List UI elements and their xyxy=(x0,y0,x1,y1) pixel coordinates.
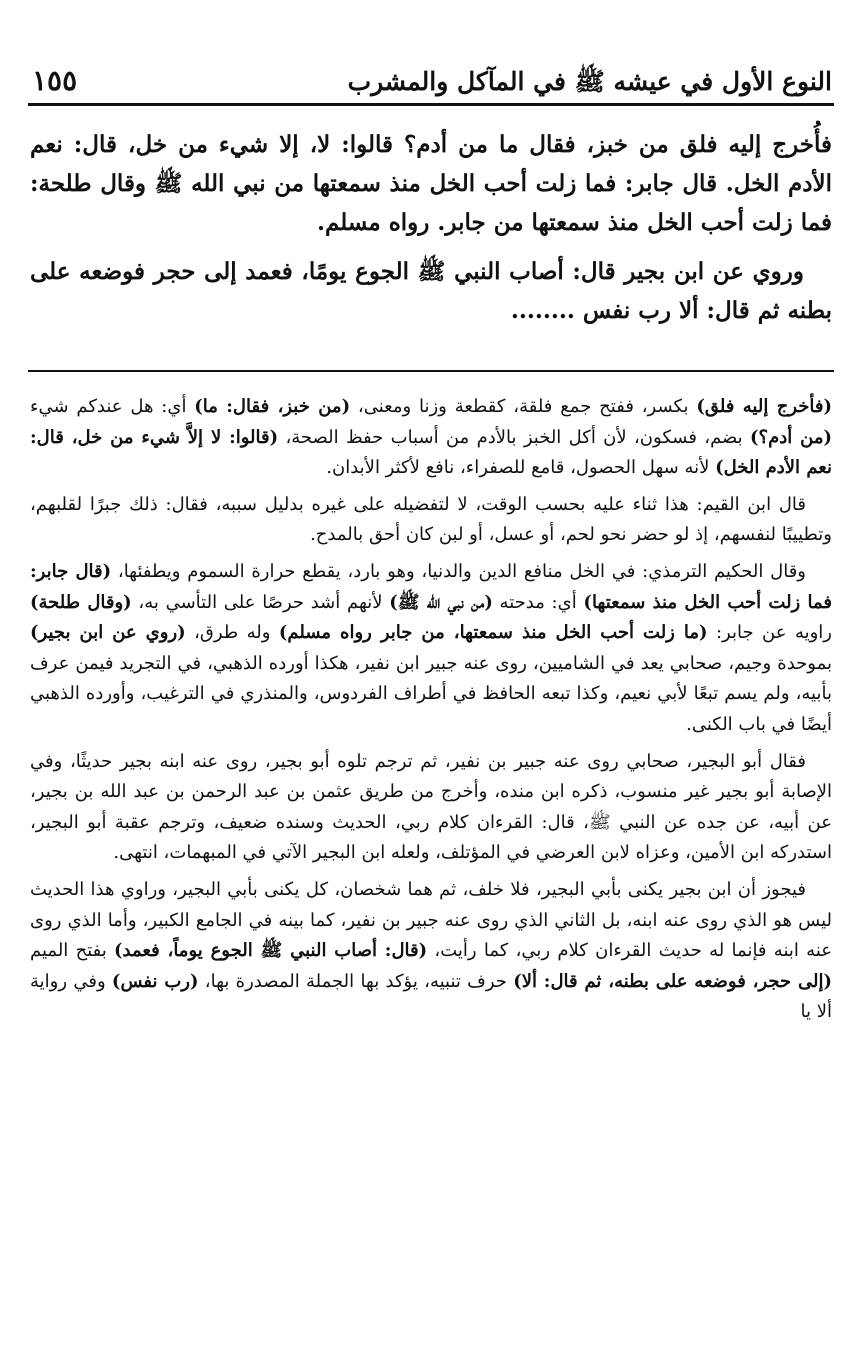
quoted-matn-phrase: (قال جابر: فما زلت أحب الخل منذ سمعتها) xyxy=(30,560,832,613)
main-text xyxy=(30,125,832,340)
commentary-segment: بموحدة وجيم، صحابي يعد في الشاميين، روى عنه جبير ابن نفير، هكذا أورده الذهبي، في التجريد فيمن عرف بأبيه، ولم يسم تبعًا لأبي نعيم، وكذا تبعه الحافظ في أطراف الفردوس، والمنذري في الترغيب، وأورده الذهبي أيضًا في باب الكنى. xyxy=(30,652,832,735)
commentary-segment: أي: هل عندكم شيء xyxy=(30,396,195,417)
commentary-segment: لأنهم أشد حرصًا على التأسي به، xyxy=(131,591,390,613)
commentary-paragraph-3 xyxy=(30,557,832,741)
commentary-segment: وقال الحكيم الترمذي: في الخل منافع الدين والدنيا، وهو بارد، يقطع حرارة السموم ويطفئها، xyxy=(111,560,806,582)
main-text-paragraph-1: فأُخرج إليه فلق من خبز، فقال ما من أدم؟ قالوا: لا، إلا شيء من خل، قال: نعم الأدم الخل. قال جابر: فما زلت أحب الخل منذ سمعتها من نبي الله ﷺ وقال طلحة: فما زلت أحب الخل منذ سمعتها من جابر. رواه مسلم. xyxy=(30,131,832,236)
quoted-matn-phrase: (وقال طلحة) xyxy=(30,591,132,613)
quoted-matn-phrase: (روي عن ابن بجير) xyxy=(30,622,186,644)
quoted-matn-phrase: (إلى حجر، فوضعه على بطنه، ثم قال: ألا) xyxy=(513,970,832,992)
commentary-segment: بفتح الميم xyxy=(30,940,115,962)
commentary-segment: لأنه سهل الحصول، قامع للصفراء، نافع لأكثر الأبدان. xyxy=(326,457,716,479)
commentary-segment: فيجوز أن ابن بجير يكنى بأبي البجير، فلا خلف، ثم هما شخصان، كل يكنى بأبي البجير، وراوي هذا الحديث ليس هو الذي روى عنه ابنه، بل الثاني الذي روى عنه جبير بن نفير، كما بينه في الجامع الكبير، وأما الذي روى عنه ابنه فإنما له حديث القرءان كلام ربي، كما رأيت، xyxy=(30,878,832,962)
quoted-matn-phrase: (من نبي الله ﷺ) xyxy=(389,591,493,613)
quoted-matn-phrase: (من خبز، فقال: ما) xyxy=(194,396,351,417)
commentary-segment: وله طرق، xyxy=(185,622,279,644)
commentary-paragraph-2 xyxy=(30,490,832,551)
main-text-paragraph-2: وروي عن ابن بجير قال: أصاب النبي ﷺ الجوع يومًا، فعمد إلى حجر فوضعه على بطنه ثم قال: ألا رب نفس ........ xyxy=(30,258,832,324)
commentary-paragraph-5 xyxy=(30,875,832,1028)
page-number: ١٥٥ xyxy=(32,64,78,97)
commentary-segment: حرف تنبيه، يؤكد بها الجملة المصدرة بها، xyxy=(198,970,514,992)
commentary-segment: قال ابن القيم: هذا ثناء عليه بحسب الوقت، لا لتفضيله على غيره بدليل سببه، فقال: ذلك جبرًا لقلبهم، وتطييبًا لنفسهم، إذ لو حضر نحو لحم، أو عسل، أو لبن كان أحق بالمدح. xyxy=(30,493,832,546)
commentary-text xyxy=(30,392,832,1034)
commentary-segment: راويه عن جابر: xyxy=(707,622,832,644)
commentary-paragraph-4 xyxy=(30,747,832,869)
commentary-paragraph-1 xyxy=(30,392,832,484)
running-header xyxy=(32,62,832,104)
quoted-matn-phrase: (قالوا: لا إلاَّ شيء من خل، قال: نعم الأدم الخل) xyxy=(30,426,832,479)
chapter-title: النوع الأول في عيشه ﷺ في المآكل والمشرب xyxy=(347,67,832,96)
commentary-segment: أي: مدحته xyxy=(492,591,584,613)
quoted-matn-phrase: (رب نفس) xyxy=(111,970,199,992)
quoted-matn-phrase: (قال: أصاب النبي ﷺ الجوع يوماً، فعمد) xyxy=(114,940,428,962)
commentary-segment: فقال أبو البجير، صحابي روى عنه جبير بن نفير، ثم ترجم تلوه أبو بجير، روى عنه ابنه بجير حديثًا، وفي الإصابة أبو بجير غير منسوب، ذكره ابن منده، وأخرج من طريق عثمن بن عبد الرحمن بن عبد الله بن بجير، عن أبيه، عن جده عن النبي ﷺ، قال: القرءان كلام ربي، الحديث وسنده ضعيف، وترجم عقبة أبو البجير، استدركه ابن الأمين، وعزاه لابن العرضي في المؤتلف، ولعله ابن البجير الآتي في المبهمات، انتهى. xyxy=(30,750,832,864)
quoted-matn-phrase: (ما زلت أحب الخل منذ سمعتها، من جابر رواه مسلم) xyxy=(278,622,708,644)
commentary-segment: وفي رواية ألا يا xyxy=(30,970,832,1023)
quoted-matn-phrase: (فأخرج إليه فلق) xyxy=(696,396,832,417)
commentary-separator-rule xyxy=(28,370,834,372)
commentary-segment: بكسر، ففتح جمع فلقة، كقطعة وزنا ومعنى، xyxy=(350,396,697,417)
commentary-segment: بضم، فسكون، لأن أكل الخبز بالأدم من أسباب حفظ الصحة، xyxy=(278,426,751,448)
header-rule xyxy=(28,103,834,106)
quoted-matn-phrase: (من أدم؟) xyxy=(750,426,832,448)
